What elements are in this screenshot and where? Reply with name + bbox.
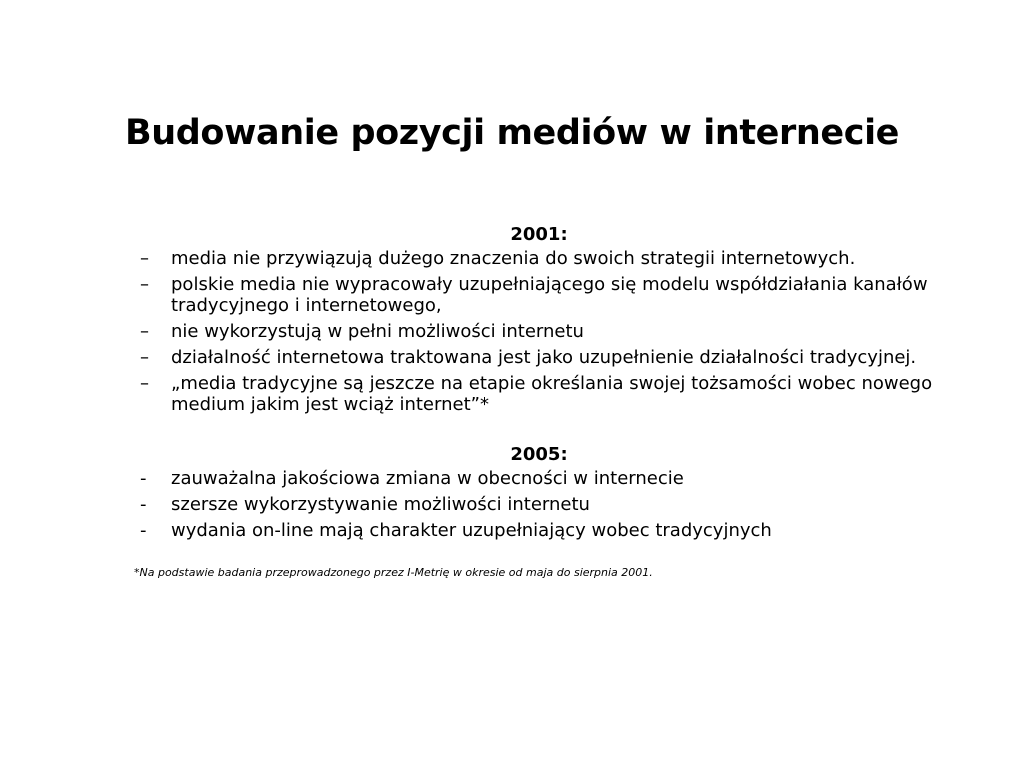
list-item — [134, 373, 944, 415]
dash-marker: – — [140, 274, 149, 295]
list-item — [134, 321, 944, 342]
section-heading-2005: 2005: — [510, 444, 568, 465]
hyphen-marker: - — [140, 494, 147, 515]
list-item-text: szersze wykorzystywanie możliwości internetu — [171, 494, 590, 515]
hyphen-marker: - — [140, 520, 147, 541]
list-item — [134, 520, 944, 541]
dash-marker: – — [140, 248, 149, 269]
slide-title: Budowanie pozycji mediów w internecie — [124, 113, 900, 153]
list-item-text: nie wykorzystują w pełni możliwości internetu — [171, 321, 584, 342]
list-2005 — [134, 468, 944, 541]
list-item-text: media nie przywiązują dużego znaczenia do swoich strategii internetowych. — [171, 248, 856, 269]
section-spacer — [134, 420, 944, 442]
list-item-text: działalność internetowa traktowana jest jako uzupełnienie działalności tradycyjnej. — [171, 347, 917, 368]
list-item-text: wydania on-line mają charakter uzupełniający wobec tradycyjnych — [171, 520, 772, 541]
list-item-text: polskie media nie wypracowały uzupełniającego się modelu współdziałania kanałów tradycyjnego i internetowego, — [171, 274, 928, 316]
dash-marker: – — [140, 373, 149, 394]
list-item — [134, 347, 944, 368]
list-item — [134, 274, 944, 316]
list-item — [134, 468, 944, 489]
section-heading-2001: 2001: — [510, 224, 568, 245]
footnote: *Na podstawie badania przeprowadzonego przez I-Metrię w okresie od maja do sierpnia 2001. — [134, 566, 653, 579]
section-2001 — [134, 222, 944, 415]
list-item — [134, 494, 944, 515]
section-2005 — [134, 442, 944, 541]
list-item — [134, 248, 944, 269]
dash-marker: – — [140, 347, 149, 368]
list-item-text: „media tradycyjne są jeszcze na etapie określania swojej tożsamości wobec nowego medium jakim jest wciąż internet”* — [171, 373, 933, 415]
dash-marker: – — [140, 321, 149, 342]
list-2001 — [134, 248, 944, 415]
slide-content — [134, 222, 944, 592]
hyphen-marker: - — [140, 468, 147, 489]
list-item-text: zauważalna jakościowa zmiana w obecności w internecie — [171, 468, 684, 489]
